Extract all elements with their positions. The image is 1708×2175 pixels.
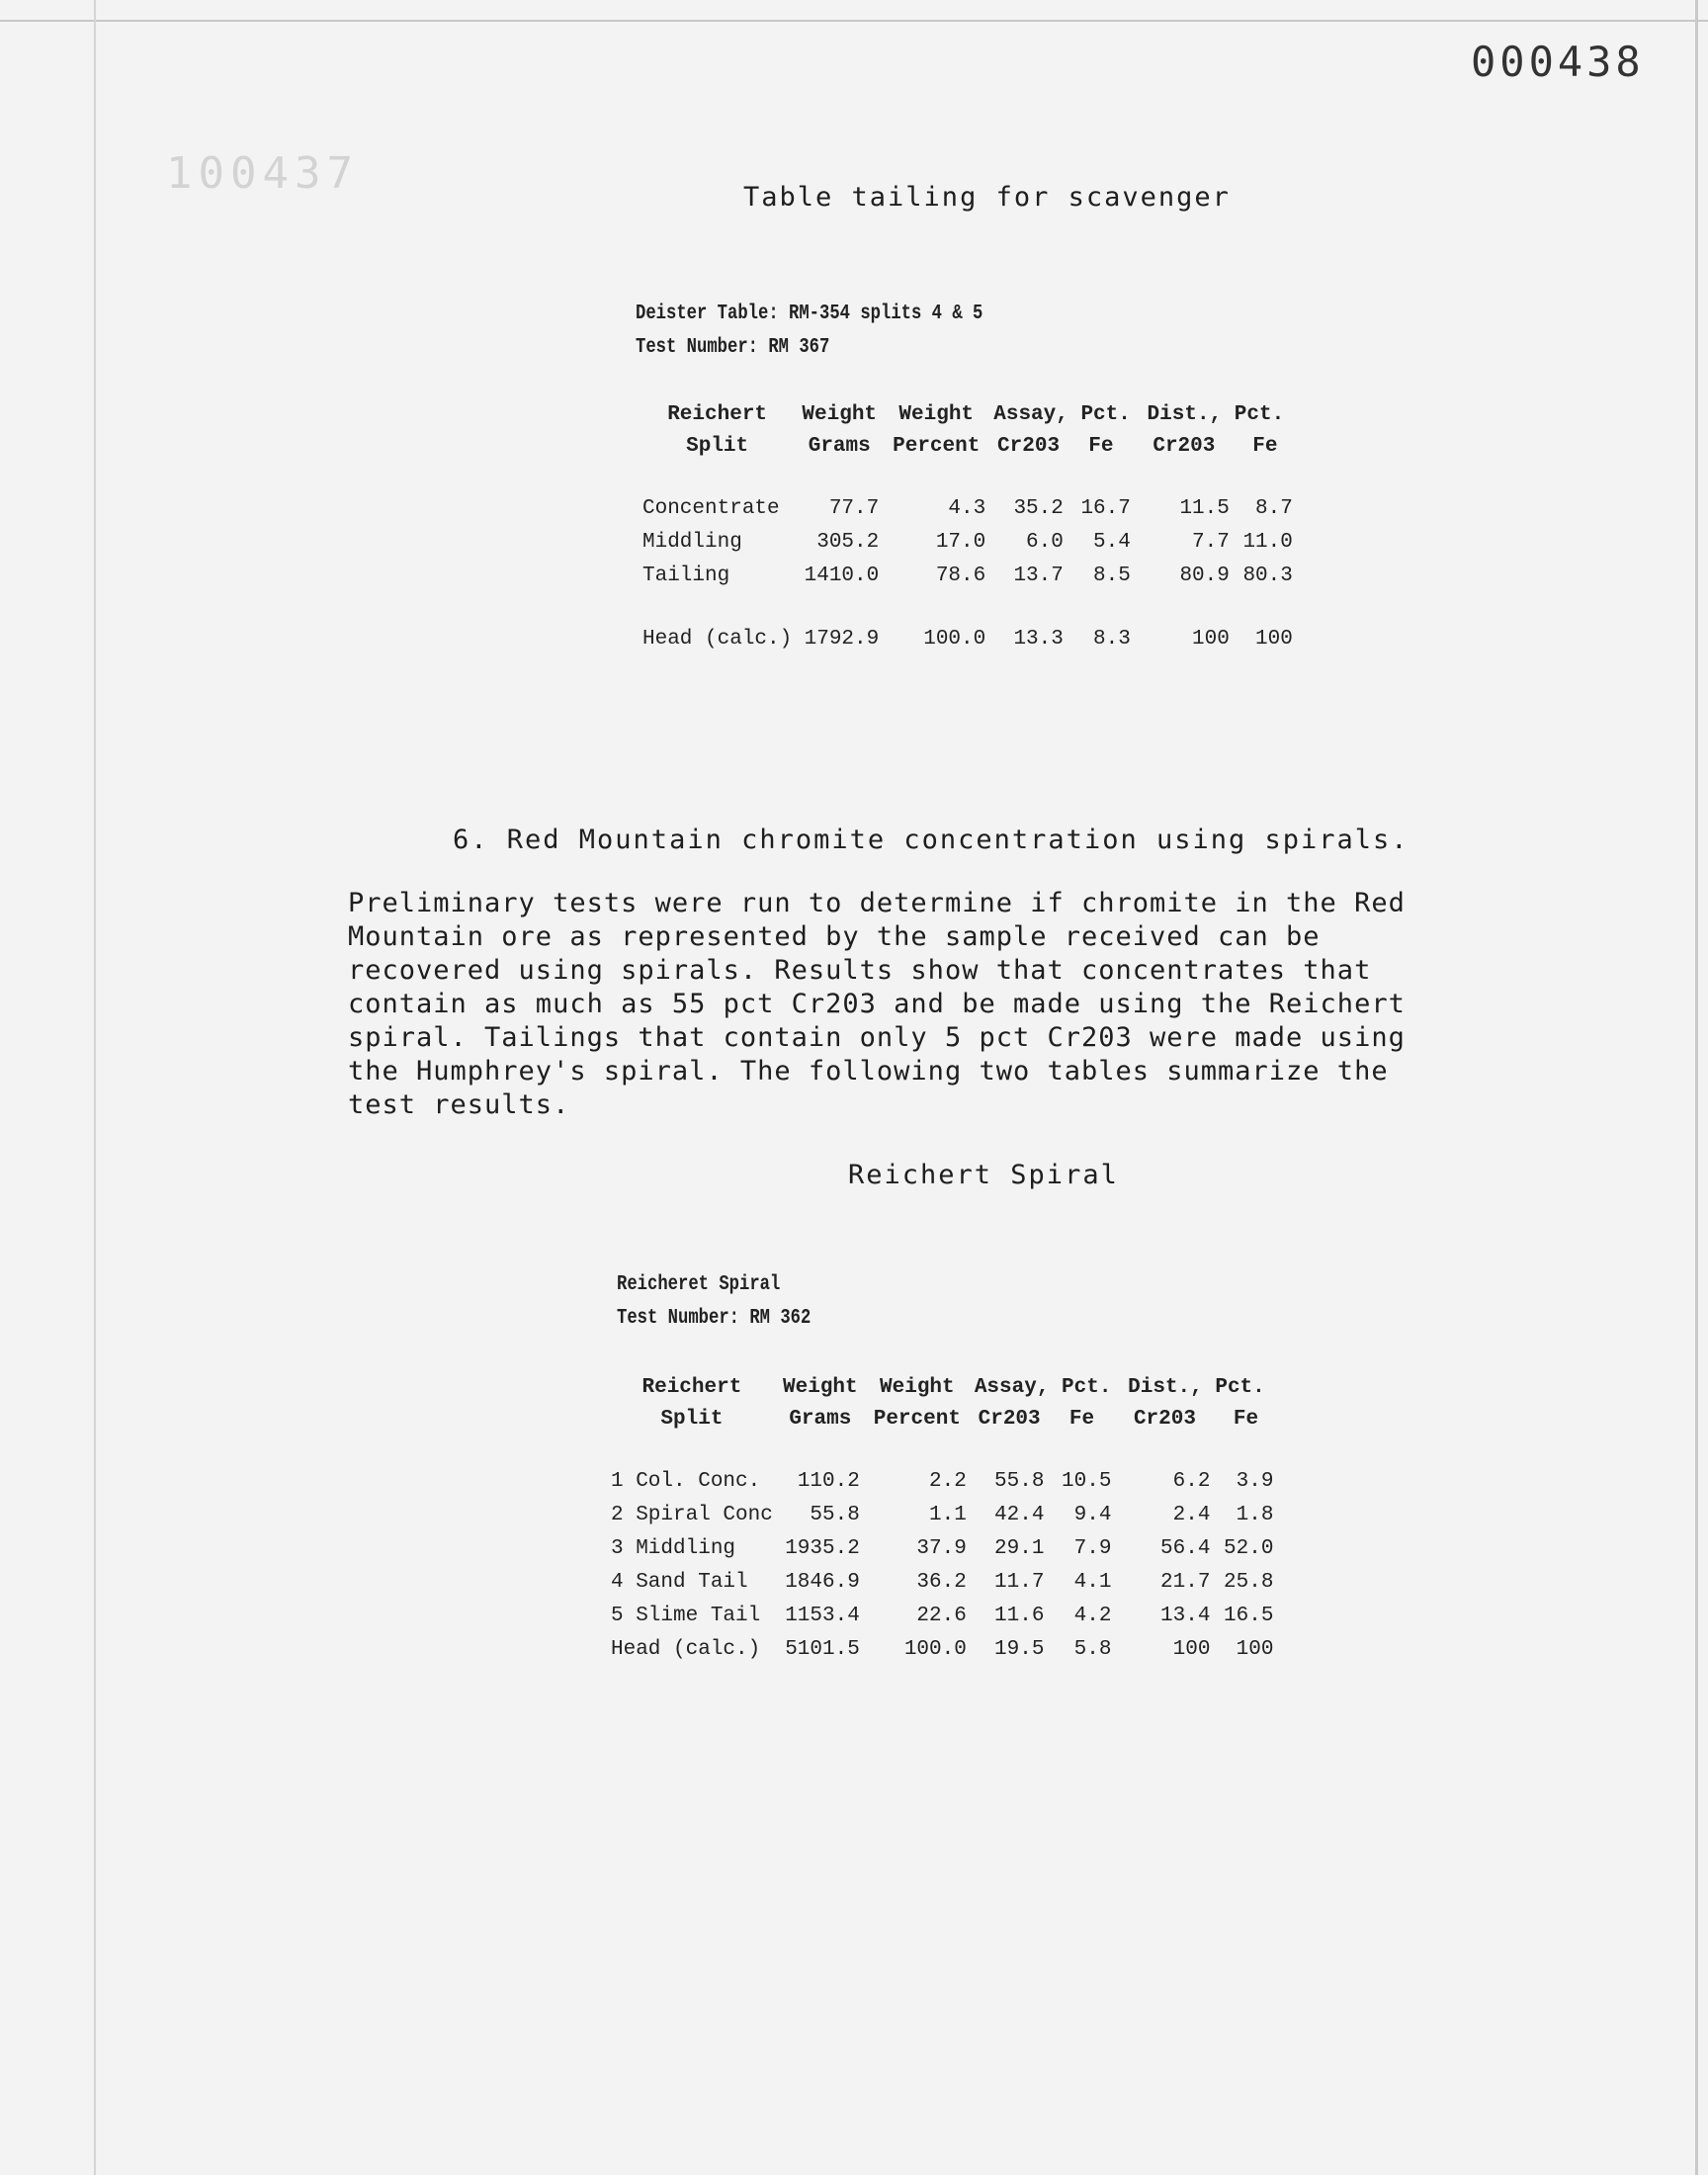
table-cell: 2.2	[929, 1470, 967, 1493]
table-row	[639, 492, 1297, 526]
table-row	[607, 1600, 1277, 1633]
paragraph-line: the Humphrey's spiral. The following two tables summarize the	[348, 1056, 1389, 1087]
table2-caption-line1: Reicheret Spiral	[617, 1273, 781, 1296]
paragraph-line: Mountain ore as represented by the sample received can be	[348, 921, 1321, 952]
table2-header: Reichert	[641, 1376, 742, 1399]
table1-header: Fe	[1252, 435, 1278, 458]
table-cell: 11.5	[1179, 497, 1230, 520]
table-cell: 1935.2	[785, 1537, 860, 1560]
table-cell: 52.0	[1224, 1537, 1274, 1560]
table-cell: 1 Col. Conc.	[611, 1470, 761, 1493]
table-cell: Head (calc.)	[611, 1638, 761, 1661]
table-cell: 80.3	[1242, 565, 1293, 587]
table-row	[607, 1566, 1277, 1600]
table1-header: Percent	[893, 435, 981, 458]
table2-header: Cr203	[1133, 1408, 1196, 1431]
table-row	[639, 560, 1297, 593]
table-row	[639, 623, 1297, 656]
table-cell: 2 Spiral Conc	[611, 1504, 773, 1526]
table1-header: Split	[686, 435, 749, 458]
table-cell: Head (calc.)	[642, 628, 793, 651]
subsection-title: Reichert Spiral	[848, 1160, 1119, 1190]
table-cell: 10.5	[1062, 1470, 1112, 1493]
table-cell: 16.7	[1080, 497, 1131, 520]
table-cell: 7.7	[1192, 531, 1230, 554]
table-row	[639, 526, 1297, 560]
table-cell: 77.7	[828, 497, 880, 520]
table-cell: 1.1	[929, 1504, 967, 1526]
bleed-through-number: 100437	[166, 148, 359, 199]
scan-edge-right	[1695, 0, 1698, 2175]
table-cell: 100	[1172, 1638, 1211, 1661]
table-cell: 5 Slime Tail	[611, 1605, 761, 1627]
table1-header: Dist., Pct.	[1147, 403, 1285, 426]
table1-header: Weight	[802, 403, 878, 426]
table-cell: 42.4	[994, 1504, 1045, 1526]
table-cell: 305.2	[816, 531, 880, 554]
table-cell: 8.7	[1255, 497, 1293, 520]
table-cell: 110.2	[797, 1470, 860, 1493]
table2-header-row1	[607, 1372, 1277, 1404]
table-cell: 22.6	[916, 1605, 967, 1627]
table-cell: 13.3	[1013, 628, 1064, 651]
table2-header: Dist., Pct.	[1128, 1376, 1265, 1399]
section6-title: 6. Red Mountain chromite concentration using spirals.	[453, 825, 1409, 855]
table2-header: Fe	[1068, 1408, 1095, 1431]
scan-edge-top	[0, 20, 1708, 22]
table-cell: 1846.9	[785, 1571, 860, 1594]
table1-spacer	[639, 593, 1297, 623]
table-cell: 8.5	[1093, 565, 1131, 587]
table-cell: 55.8	[810, 1504, 860, 1526]
page-number: 000438	[1471, 38, 1645, 86]
table2	[607, 1372, 1277, 1667]
table-cell: 4.2	[1073, 1605, 1112, 1627]
table1-header: Reichert	[667, 403, 768, 426]
table-cell: 35.2	[1013, 497, 1064, 520]
table-cell: Middling	[642, 531, 742, 554]
table-cell: 78.6	[935, 565, 986, 587]
table-cell: 4.3	[948, 497, 986, 520]
table-cell: 1792.9	[804, 628, 880, 651]
table1-header: Fe	[1088, 435, 1114, 458]
paragraph-line: recovered using spirals. Results show that concentrates that	[348, 955, 1372, 986]
table-cell: 5.4	[1093, 531, 1131, 554]
table-cell: 36.2	[916, 1571, 967, 1594]
table-cell: 5101.5	[785, 1638, 860, 1661]
table-cell: 11.7	[994, 1571, 1045, 1594]
table-cell: 3 Middling	[611, 1537, 736, 1560]
table1-header: Cr203	[1153, 435, 1216, 458]
table2-header: Weight	[880, 1376, 955, 1399]
table-cell: 29.1	[994, 1537, 1045, 1560]
table-cell: 17.0	[935, 531, 986, 554]
scan-edge-left	[94, 0, 96, 2175]
table-cell: 1153.4	[785, 1605, 860, 1627]
table-cell: 16.5	[1224, 1605, 1274, 1627]
table2-header: Percent	[873, 1408, 961, 1431]
table-row	[607, 1499, 1277, 1532]
table1-spacer	[639, 463, 1297, 492]
table2-header-row2	[607, 1404, 1277, 1436]
table2-header: Cr203	[978, 1408, 1041, 1431]
table1-header: Assay, Pct.	[993, 403, 1131, 426]
table-cell: 6.2	[1172, 1470, 1211, 1493]
table-cell: 7.9	[1073, 1537, 1112, 1560]
table1-caption-line1: Deister Table: RM-354 splits 4 & 5	[636, 303, 983, 325]
table-cell: 9.4	[1073, 1504, 1112, 1526]
table-cell: 1410.0	[804, 565, 880, 587]
table1-caption-line2: Test Number: RM 367	[636, 336, 830, 359]
table2-header: Fe	[1233, 1408, 1259, 1431]
table-cell: 55.8	[994, 1470, 1045, 1493]
table-row	[607, 1633, 1277, 1667]
table2-header: Grams	[789, 1408, 852, 1431]
table-cell: 37.9	[916, 1537, 967, 1560]
table-cell: 100.0	[923, 628, 986, 651]
table-cell: 100	[1255, 628, 1293, 651]
table-cell: Concentrate	[642, 497, 780, 520]
table-cell: 11.6	[994, 1605, 1045, 1627]
table-cell: 3.9	[1236, 1470, 1274, 1493]
table-cell: 6.0	[1026, 531, 1064, 554]
table-cell: 5.8	[1073, 1638, 1112, 1661]
table-cell: 13.4	[1160, 1605, 1211, 1627]
table2-spacer	[607, 1436, 1277, 1465]
table-cell: 100	[1192, 628, 1230, 651]
table-row	[607, 1532, 1277, 1566]
table1-header-row1	[639, 399, 1297, 431]
table-cell: 100.0	[903, 1638, 967, 1661]
table2-header: Assay, Pct.	[974, 1376, 1112, 1399]
table-cell: 80.9	[1179, 565, 1230, 587]
table1-header-row2	[639, 431, 1297, 463]
body-paragraph	[348, 887, 1633, 1122]
paragraph-line: spiral. Tailings that contain only 5 pct Cr203 were made using	[348, 1022, 1406, 1053]
table-cell: 19.5	[994, 1638, 1045, 1661]
table-cell: 1.8	[1236, 1504, 1274, 1526]
table-cell: 100	[1236, 1638, 1274, 1661]
table1-header: Weight	[898, 403, 975, 426]
table1	[639, 399, 1297, 656]
table-cell: 11.0	[1242, 531, 1293, 554]
section-title: Table tailing for scavenger	[743, 182, 1231, 213]
table-cell: Tailing	[642, 565, 730, 587]
table-cell: 25.8	[1224, 1571, 1274, 1594]
table-cell: 8.3	[1093, 628, 1131, 651]
table2-header: Weight	[783, 1376, 858, 1399]
paragraph-line: test results.	[348, 1089, 570, 1120]
table-cell: 2.4	[1172, 1504, 1211, 1526]
table-row	[607, 1465, 1277, 1499]
table-cell: 56.4	[1160, 1537, 1211, 1560]
table1-header: Cr203	[997, 435, 1061, 458]
table1-header: Grams	[808, 435, 871, 458]
table2-caption-line2: Test Number: RM 362	[617, 1307, 811, 1330]
table-cell: 4 Sand Tail	[611, 1571, 748, 1594]
table-cell: 13.7	[1013, 565, 1064, 587]
table2-header: Split	[660, 1408, 724, 1431]
paragraph-line: contain as much as 55 pct Cr203 and be made using the Reichert	[348, 989, 1406, 1019]
paragraph-line: Preliminary tests were run to determine if chromite in the Red	[348, 888, 1406, 918]
table-cell: 21.7	[1160, 1571, 1211, 1594]
table-cell: 4.1	[1073, 1571, 1112, 1594]
